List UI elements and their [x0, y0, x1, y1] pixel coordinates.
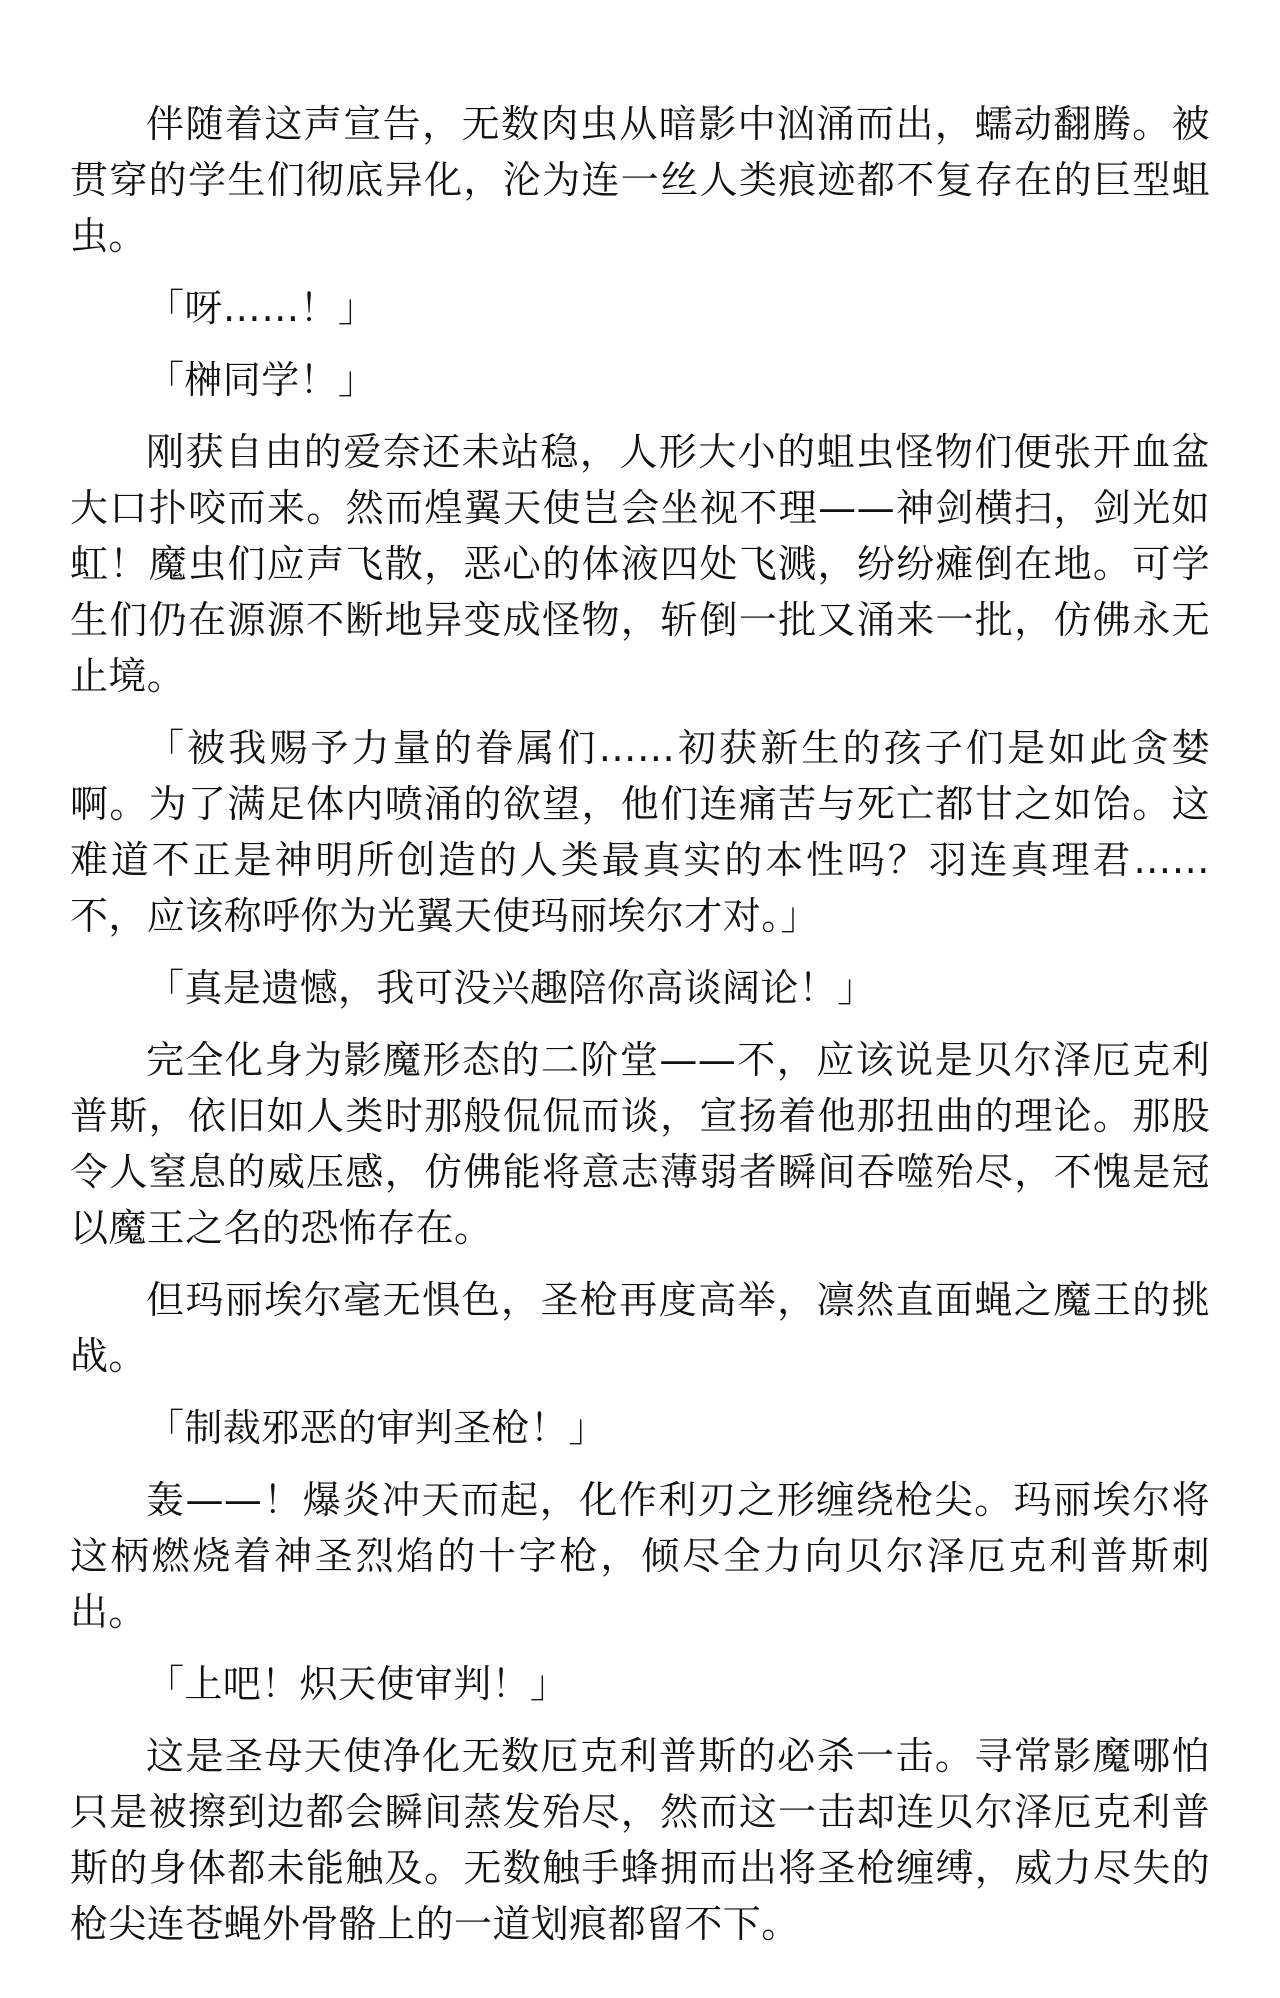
paragraph-5: 轰——！爆炎冲天而起，化作利刃之形缠绕枪尖。玛丽埃尔将这柄燃烧着神圣烈焰的十字枪，倾尽全力向贝尔泽厄克利普斯刺出。	[70, 1478, 1210, 1634]
dialogue-line-2: 「榊同学！」	[146, 358, 377, 402]
paragraph-2: 刚获自由的爱奈还未站稳，人形大小的蛆虫怪物们便张开血盆大口扑咬而来。然而煌翼天使岂会坐视不理——神剑横扫，剑光如虹！魔虫们应声飞散，恶心的体液四处飞溅，纷纷瘫倒在地。可学生们仍在源源不断地异变成怪物，斩倒一批又涌来一批，仿佛永无止境。	[70, 430, 1210, 698]
paragraph-1: 伴随着这声宣告，无数肉虫从暗影中汹涌而出，蠕动翻腾。被贯穿的学生们彻底异化，沦为连一丝人类痕迹都不复存在的巨型蛆虫。	[70, 102, 1210, 258]
dialogue-line-6: 「上吧！炽天使审判！」	[146, 1662, 569, 1706]
document-page	[70, 96, 1210, 1952]
paragraph-3: 完全化身为影魔形态的二阶堂——不，应该说是贝尔泽厄克利普斯，依旧如人类时那般侃侃而谈，宣扬着他那扭曲的理论。那股令人窒息的威压感，仿佛能将意志薄弱者瞬间吞噬殆尽，不愧是冠以魔王之名的恐怖存在。	[70, 1038, 1210, 1250]
dialogue-line-5: 「制裁邪恶的审判圣枪！」	[146, 1406, 607, 1450]
dialogue-line-1: 「呀……！」	[146, 286, 377, 330]
paragraph-6: 这是圣母天使净化无数厄克利普斯的必杀一击。寻常影魔哪怕只是被擦到边都会瞬间蒸发殆尽，然而这一击却连贝尔泽厄克利普斯的身体都未能触及。无数触手蜂拥而出将圣枪缠缚，威力尽失的枪尖连苍蝇外骨骼上的一道划痕都留不下。	[70, 1734, 1210, 1946]
paragraph-4: 但玛丽埃尔毫无惧色，圣枪再度高举，凛然直面蝇之魔王的挑战。	[70, 1278, 1210, 1378]
dialogue-line-4: 「真是遗憾，我可没兴趣陪你高谈阔论！」	[146, 966, 876, 1010]
dialogue-line-3: 「被我赐予力量的眷属们……初获新生的孩子们是如此贪婪啊。为了满足体内喷涌的欲望，他们连痛苦与死亡都甘之如饴。这难道不正是神明所创造的人类最真实的本性吗？羽连真理君……不，应该称呼你为光翼天使玛丽埃尔才对。」	[70, 726, 1210, 938]
